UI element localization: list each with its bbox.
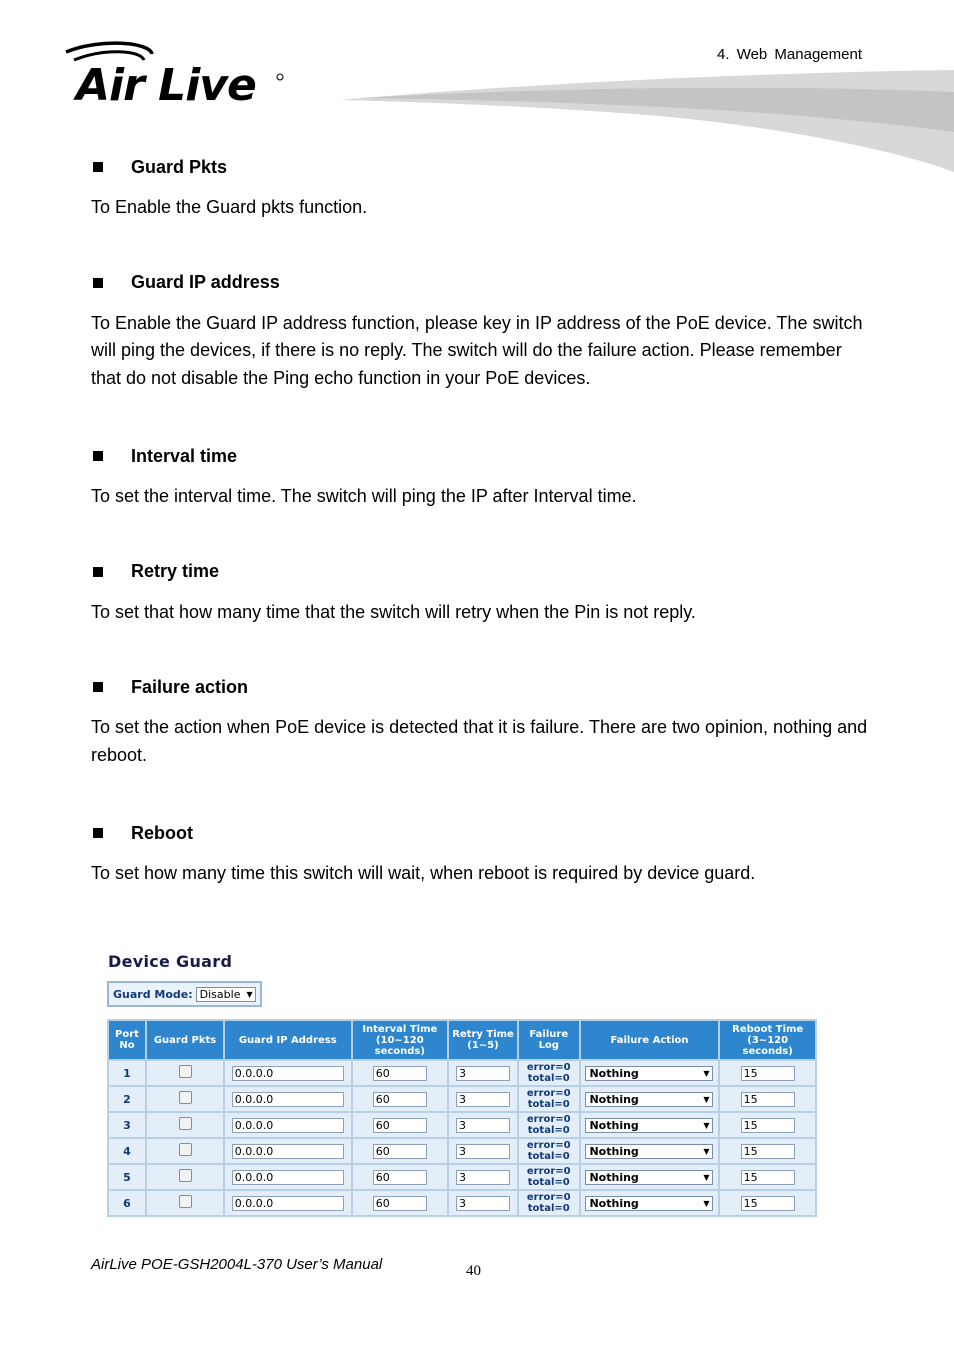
interval-input[interactable]: 60: [373, 1196, 427, 1211]
port-number: 1: [109, 1061, 145, 1085]
chapter-title: 4. Web Management: [717, 46, 862, 63]
failure-log-cell: [519, 1113, 579, 1137]
port-number: 6: [109, 1191, 145, 1215]
svg-text:Air Live: Air Live: [76, 60, 256, 110]
retry-cell: [449, 1191, 517, 1215]
square-bullet-icon: [93, 682, 103, 692]
retry-cell: [449, 1139, 517, 1163]
square-bullet-icon: [93, 451, 103, 461]
failure-action-cell: [581, 1139, 719, 1163]
retry-input[interactable]: 3: [456, 1196, 510, 1211]
table-row: [109, 1165, 815, 1189]
section-heading: Failure action: [91, 670, 871, 704]
failure-log-error: error=0: [526, 1088, 571, 1099]
failure-log-total: total=0: [527, 1177, 570, 1188]
table-row: [109, 1087, 815, 1111]
section-interval-time: [91, 439, 871, 511]
port-number: 3: [109, 1113, 145, 1137]
failure-log-total: total=0: [527, 1099, 570, 1110]
interval-cell: [353, 1191, 448, 1215]
guard-ip-input[interactable]: 0.0.0.0: [232, 1196, 344, 1211]
failure-log-error: error=0: [526, 1114, 571, 1125]
section-paragraph: To set the action when PoE device is detected that it is failure. There are two opinion, nothing and reboot.: [91, 717, 868, 765]
guard-mode-label: Guard Mode:: [113, 987, 193, 1001]
guard-pkts-cell: [147, 1087, 223, 1111]
retry-input[interactable]: 3: [456, 1092, 510, 1107]
guard-pkts-checkbox[interactable]: [179, 1091, 192, 1104]
failure-log-error: error=0: [526, 1192, 571, 1203]
guard-ip-input[interactable]: 0.0.0.0: [232, 1170, 344, 1185]
guard-pkts-checkbox[interactable]: [179, 1195, 192, 1208]
column-header: Failure Action: [581, 1021, 719, 1059]
column-header: Interval Time (10~120 seconds): [353, 1021, 448, 1059]
document-body: [91, 150, 871, 888]
guard-ip-cell: [225, 1113, 350, 1137]
interval-cell: [353, 1139, 448, 1163]
section-retry-time: [91, 555, 871, 627]
failure-action-cell: [581, 1087, 719, 1111]
guard-pkts-checkbox[interactable]: [179, 1143, 192, 1156]
section-reboot: [91, 816, 871, 888]
section-heading: Retry time: [91, 555, 871, 589]
reboot-time-cell: [720, 1139, 815, 1163]
retry-cell: [449, 1113, 517, 1137]
reboot-time-input[interactable]: 15: [741, 1092, 795, 1107]
interval-cell: [353, 1113, 448, 1137]
failure-action-select[interactable]: Nothing ▼: [585, 1092, 713, 1107]
retry-input[interactable]: 3: [456, 1066, 510, 1081]
failure-log-error: error=0: [526, 1062, 571, 1073]
square-bullet-icon: [93, 828, 103, 838]
port-number: 5: [109, 1165, 145, 1189]
table-row: [109, 1113, 815, 1137]
dropdown-arrow-icon: ▼: [703, 1094, 710, 1104]
guard-pkts-cell: [147, 1191, 223, 1215]
reboot-time-cell: [720, 1113, 815, 1137]
guard-pkts-cell: [147, 1061, 223, 1085]
section-failure-action: [91, 670, 871, 769]
guard-pkts-checkbox[interactable]: [179, 1065, 192, 1078]
failure-log-cell: [519, 1191, 579, 1215]
reboot-time-input[interactable]: 15: [741, 1170, 795, 1185]
table-header-row: [109, 1021, 815, 1059]
interval-cell: [353, 1061, 448, 1085]
guard-ip-cell: [225, 1165, 350, 1189]
dropdown-arrow-icon: ▼: [703, 1120, 710, 1130]
column-header: Port No: [109, 1021, 145, 1059]
column-header: Guard Pkts: [147, 1021, 223, 1059]
retry-input[interactable]: 3: [456, 1144, 510, 1159]
section-paragraph: To set how many time this switch will wait, when reboot is required by device guard.: [91, 863, 756, 883]
interval-cell: [353, 1087, 448, 1111]
guard-mode-box: [107, 981, 262, 1007]
guard-ip-cell: [225, 1191, 350, 1215]
dropdown-arrow-icon: ▼: [246, 989, 253, 999]
failure-log-error: error=0: [526, 1140, 571, 1151]
section-heading: Reboot: [91, 816, 871, 850]
section-heading: Guard IP address: [91, 266, 871, 300]
reboot-time-input[interactable]: 15: [741, 1144, 795, 1159]
port-number: 4: [109, 1139, 145, 1163]
column-header: Reboot Time (3~120 seconds): [720, 1021, 815, 1059]
guard-pkts-cell: [147, 1165, 223, 1189]
failure-action-select[interactable]: Nothing ▼: [585, 1118, 713, 1133]
guard-ip-input[interactable]: 0.0.0.0: [232, 1092, 344, 1107]
guard-pkts-cell: [147, 1113, 223, 1137]
failure-log-cell: [519, 1139, 579, 1163]
retry-cell: [449, 1087, 517, 1111]
column-header: Retry Time (1~5): [449, 1021, 517, 1059]
section-paragraph: To set that how many time that the switch will retry when the Pin is not reply.: [91, 601, 696, 622]
interval-cell: [353, 1165, 448, 1189]
failure-log-cell: [519, 1087, 579, 1111]
interval-input[interactable]: 60: [373, 1144, 427, 1159]
interval-input[interactable]: 60: [373, 1066, 427, 1081]
reboot-time-cell: [720, 1191, 815, 1215]
interval-input[interactable]: 60: [373, 1118, 427, 1133]
retry-cell: [449, 1061, 517, 1085]
device-guard-title: Device Guard: [108, 952, 233, 971]
failure-action-select[interactable]: Nothing ▼: [585, 1144, 713, 1159]
table-row: [109, 1191, 815, 1215]
airlive-logo: [60, 40, 300, 110]
reboot-time-cell: [720, 1087, 815, 1111]
page-number: 40: [466, 1263, 481, 1279]
reboot-time-input[interactable]: 15: [741, 1066, 795, 1081]
failure-log-error: error=0: [526, 1166, 571, 1177]
reboot-time-input[interactable]: 15: [741, 1196, 795, 1211]
failure-action-cell: [581, 1113, 719, 1137]
retry-input[interactable]: 3: [456, 1170, 510, 1185]
failure-action-cell: [581, 1061, 719, 1085]
interval-input[interactable]: 60: [373, 1092, 427, 1107]
guard-mode-select[interactable]: Disable ▼: [196, 987, 256, 1002]
square-bullet-icon: [93, 162, 103, 172]
dropdown-arrow-icon: ▼: [703, 1068, 710, 1078]
guard-ip-cell: [225, 1061, 350, 1085]
guard-ip-cell: [225, 1139, 350, 1163]
device-guard-panel: [107, 952, 817, 1233]
footer-manual-title: AirLive POE-GSH2004L-370 User’s Manual: [91, 1256, 383, 1273]
guard-pkts-checkbox[interactable]: [179, 1117, 192, 1130]
column-header: Guard IP Address: [225, 1021, 350, 1059]
failure-log-total: total=0: [527, 1125, 570, 1136]
failure-action-select[interactable]: Nothing ▼: [585, 1170, 713, 1185]
square-bullet-icon: [93, 278, 103, 288]
dropdown-arrow-icon: ▼: [703, 1198, 710, 1208]
guard-ip-input[interactable]: 0.0.0.0: [232, 1118, 344, 1133]
failure-log-cell: [519, 1165, 579, 1189]
failure-action-cell: [581, 1165, 719, 1189]
failure-action-select[interactable]: Nothing ▼: [585, 1066, 713, 1081]
guard-ip-input[interactable]: 0.0.0.0: [232, 1144, 344, 1159]
dropdown-arrow-icon: ▼: [703, 1146, 710, 1156]
reboot-time-cell: [720, 1165, 815, 1189]
guard-ip-cell: [225, 1087, 350, 1111]
column-header: Failure Log: [519, 1021, 579, 1059]
reboot-time-cell: [720, 1061, 815, 1085]
failure-log-total: total=0: [527, 1073, 570, 1084]
section-paragraph: To set the interval time. The switch will ping the IP after Interval time.: [91, 486, 637, 506]
section-guard-ip: [91, 266, 871, 393]
port-number: 2: [109, 1087, 145, 1111]
failure-log-total: total=0: [527, 1151, 570, 1162]
section-heading: Guard Pkts: [91, 150, 871, 184]
failure-action-select[interactable]: Nothing ▼: [585, 1196, 713, 1211]
guard-pkts-cell: [147, 1139, 223, 1163]
section-paragraph: To Enable the Guard pkts function.: [91, 197, 368, 217]
guard-pkts-checkbox[interactable]: [179, 1169, 192, 1182]
guard-ip-input[interactable]: 0.0.0.0: [232, 1066, 344, 1081]
retry-cell: [449, 1165, 517, 1189]
retry-input[interactable]: 3: [456, 1118, 510, 1133]
failure-action-cell: [581, 1191, 719, 1215]
section-heading: Interval time: [91, 439, 871, 473]
table-row: [109, 1061, 815, 1085]
section-guard-pkts: [91, 150, 871, 222]
dropdown-arrow-icon: ▼: [703, 1172, 710, 1182]
section-paragraph: To Enable the Guard IP address function, please key in IP address of the PoE device. The switch will ping the devices, if there is no reply. The switch will do the failure action. Please remember that do not disable the Ping echo function in your PoE devices.: [91, 312, 863, 388]
square-bullet-icon: [93, 567, 103, 577]
reboot-time-input[interactable]: 15: [741, 1118, 795, 1133]
device-guard-table: [107, 1019, 817, 1217]
table-row: [109, 1139, 815, 1163]
interval-input[interactable]: 60: [373, 1170, 427, 1185]
failure-log-cell: [519, 1061, 579, 1085]
failure-log-total: total=0: [527, 1203, 570, 1214]
